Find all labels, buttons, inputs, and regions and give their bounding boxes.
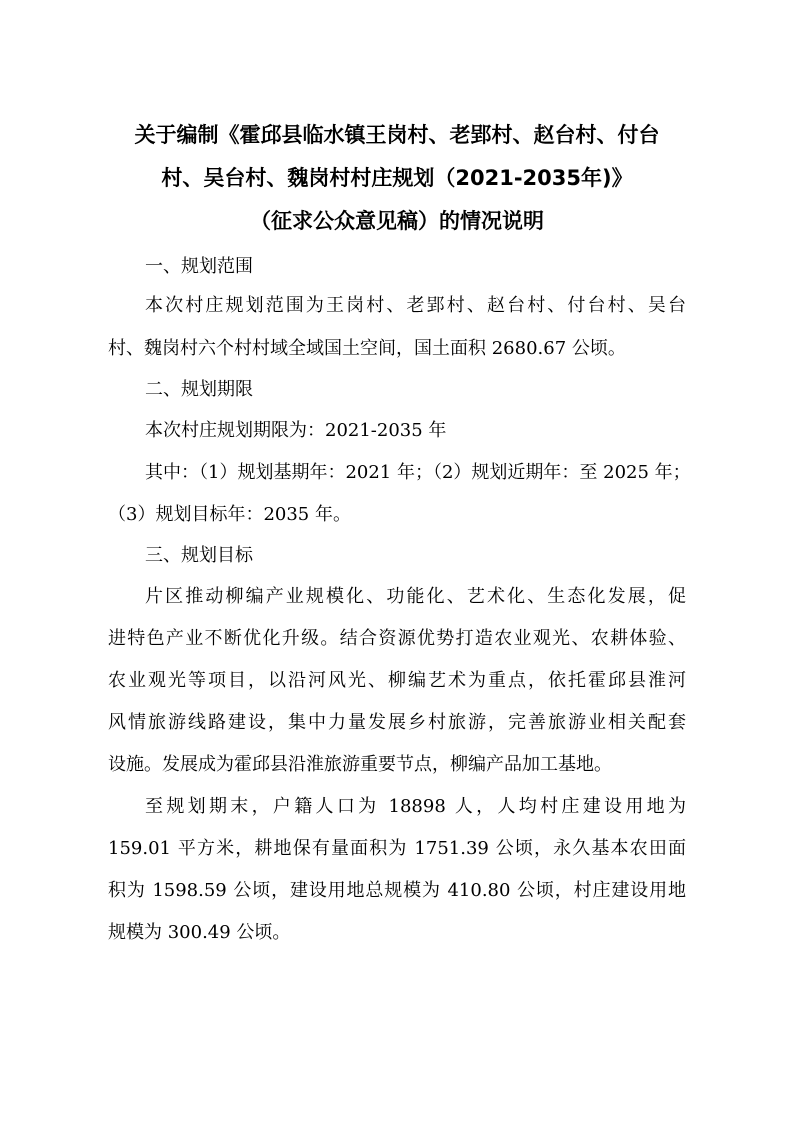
goal-paragraph-line: 片区推动柳编产业规模化、功能化、艺术化、生态化发展，促: [145, 586, 686, 607]
goal-paragraph-line: 风情旅游线路建设，集中力量发展乡村旅游，完善旅游业相关配套: [108, 712, 686, 733]
period-paragraph-line: 本次村庄规划期限为：2021-2035 年: [145, 420, 447, 441]
section-heading-scope: 一、规划范围: [145, 256, 253, 277]
goal-paragraph-line: 至规划期末，户籍人口为 18898 人，人均村庄建设用地为: [145, 796, 686, 817]
scope-paragraph-line: 村、魏岗村六个村村域全域国土空间，国土面积 2680.67 公顷。: [108, 338, 626, 359]
document-title-line-1: 关于编制《霍邱县临水镇王岗村、老郢村、赵台村、付台: [134, 123, 660, 147]
scope-paragraph-line: 本次村庄规划范围为王岗村、老郢村、赵台村、付台村、吴台: [145, 295, 686, 316]
goal-paragraph-line: 进特色产业不断优化升级。结合资源优势打造农业观光、农耕体验、: [108, 628, 686, 649]
goal-paragraph-line: 规模为 300.49 公顷。: [108, 922, 291, 943]
section-heading-goal: 三、规划目标: [145, 545, 253, 566]
goal-paragraph-line: 设施。发展成为霍邱县沿淮旅游重要节点，柳编产品加工基地。: [108, 754, 612, 775]
document-title-line-3: （征求公众意见稿）的情况说明: [250, 209, 544, 233]
document-title-line-2: 村、吴台村、魏岗村村庄规划（2021-2035年)》: [161, 166, 633, 190]
period-paragraph-line: （3）规划目标年：2035 年。: [108, 504, 351, 525]
goal-paragraph-line: 农业观光等项目，以沿河风光、柳编艺术为重点，依托霍邱县淮河: [108, 670, 686, 691]
period-paragraph-line: 其中：（1）规划基期年：2021 年；（2）规划近期年：至 2025 年；: [145, 462, 691, 483]
section-heading-period: 二、规划期限: [145, 379, 253, 400]
goal-paragraph-line: 积为 1598.59 公顷，建设用地总规模为 410.80 公顷，村庄建设用地: [108, 880, 686, 901]
goal-paragraph-line: 159.01 平方米，耕地保有量面积为 1751.39 公顷，永久基本农田面: [108, 838, 686, 859]
